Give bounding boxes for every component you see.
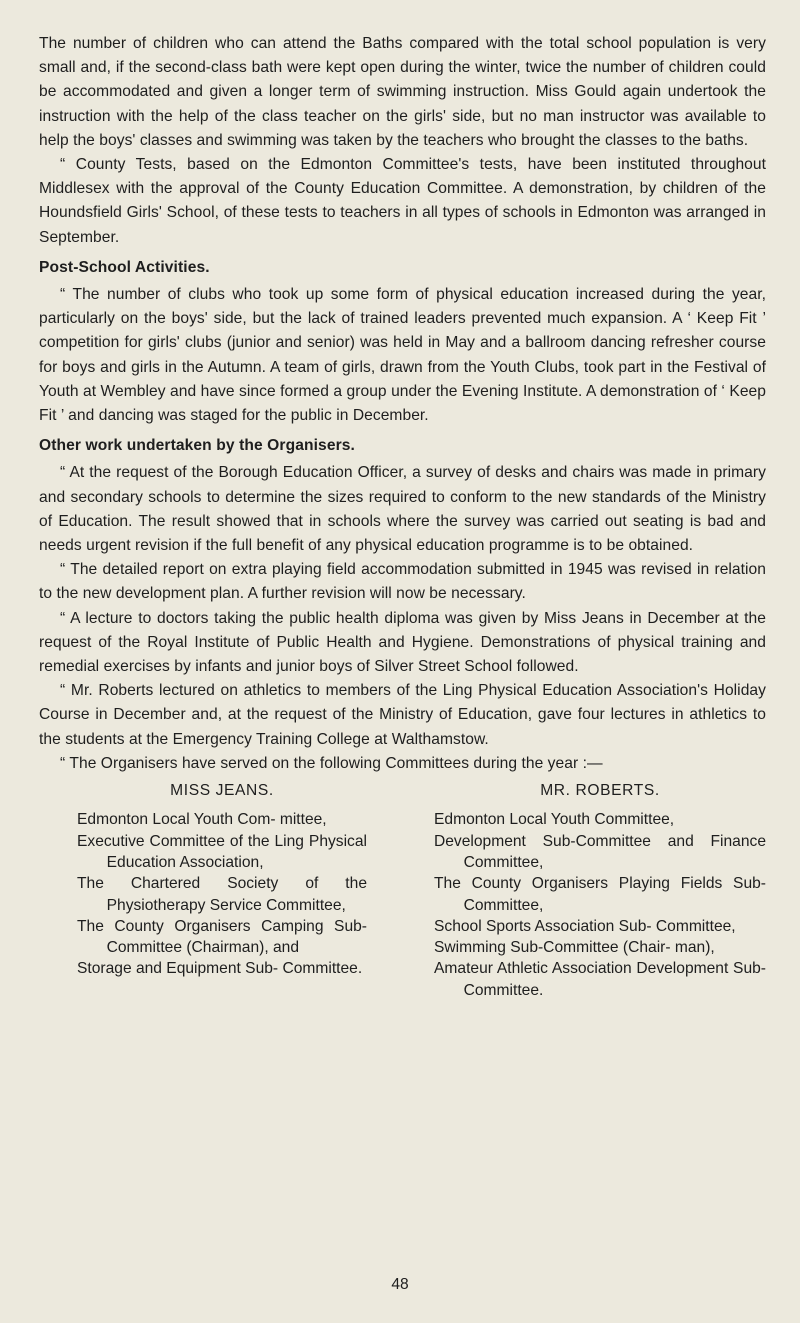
committees-miss-jeans xyxy=(77,780,367,1001)
list-item: Swimming Sub-Committee (Chair- man), xyxy=(434,939,715,957)
committee-column-title: MISS JEANS. xyxy=(170,782,274,800)
heading-other-work: Other work undertaken by the Organisers. xyxy=(39,437,355,455)
paragraph-survey: “ At the request of the Borough Education Officer, a survey of desks and chairs was made in primary and secondary schools to determine the sizes required to conform to the new standards of the Ministry of Education. The result showed that in schools where the survey was carried out seating is bad and needs urgent revision if the full benefit of any physical education programme is to be obtained. xyxy=(39,464,766,555)
list-item: Development Sub-Committee and Finance Committee, xyxy=(434,832,766,871)
committees-columns xyxy=(39,780,766,1001)
paragraph-athletics: “ Mr. Roberts lectured on athletics to members of the Ling Physical Education Association's Holiday Course in December and, at the request of the Ministry of Education, gave four lectures in athletics to the students at the Emergency Training College at Walthamstow. xyxy=(39,682,766,748)
list-item: Amateur Athletic Association Development Sub-Committee. xyxy=(434,960,766,999)
heading-post-school: Post-School Activities. xyxy=(39,258,210,276)
committee-list xyxy=(77,809,367,979)
paragraph-clubs: “ The number of clubs who took up some form of physical education increased during the year, particularly on the boys' side, but the lack of trained leaders prevented much expansion. A ‘ Keep Fit ’ competition for girls' clubs (junior and senior) was held in May and a ballroom dancing refresher course for boys and girls in the Autumn. A team of girls, drawn from the Youth Clubs, took part in the Festival of Youth at Wembley and have since formed a group under the Evening Institute. A demonstration of ‘ Keep Fit ’ and dancing was staged for the public in December. xyxy=(39,286,766,425)
paragraph-county-tests: “ County Tests, based on the Edmonton Committee's tests, have been instituted throughout Middlesex with the approval of the County Education Committee. A demonstration, by children of the Houndsfield Girls' School, of these tests to teachers in all types of schools in Edmonton was arranged in September. xyxy=(39,156,766,246)
committee-column-title: MR. ROBERTS. xyxy=(540,782,660,800)
document-body xyxy=(39,32,766,776)
list-item: Storage and Equipment Sub- Committee. xyxy=(77,960,363,978)
list-item: The County Organisers Camping Sub-Committee (Chairman), and xyxy=(77,917,367,957)
list-item: Edmonton Local Youth Committee, xyxy=(434,811,675,829)
list-item: Edmonton Local Youth Com- mittee, xyxy=(77,811,327,829)
paragraph-playing-field: “ The detailed report on extra playing field accommodation submitted in 1945 was revised in relation to the new development plan. A further revision will now be necessary. xyxy=(39,561,766,603)
committee-list xyxy=(434,809,766,1001)
committees-mr-roberts xyxy=(434,780,766,1001)
page-number: 48 xyxy=(391,1276,409,1293)
paragraph-baths: The number of children who can attend the Baths compared with the total school population is very small and, if the second-class bath were kept open during the winter, twice the number of children could be accommodated and given a longer term of swimming instruction. Miss Gould again undertook the instruction with the help of the class teacher on the girls' side, but no man instructor was available to help the boys' classes and swimming was taken by the teachers who brought the classes to the baths. xyxy=(39,35,766,149)
list-item: The County Organisers Playing Fields Sub-Committee, xyxy=(434,875,766,914)
list-item: The Chartered Society of the Physiotherapy Service Committee, xyxy=(77,875,367,914)
paragraph-lecture: “ A lecture to doctors taking the public health diploma was given by Miss Jeans in December at the request of the Royal Institute of Public Health and Hygiene. Demonstrations of physical training and remedial exercises by infants and junior boys of Silver Street School followed. xyxy=(39,609,766,676)
list-item: School Sports Association Sub- Committee, xyxy=(434,917,736,935)
paragraph-committees-intro: “ The Organisers have served on the following Committees during the year :— xyxy=(60,754,603,772)
list-item: Executive Committee of the Ling Physical Education Association, xyxy=(77,832,367,871)
